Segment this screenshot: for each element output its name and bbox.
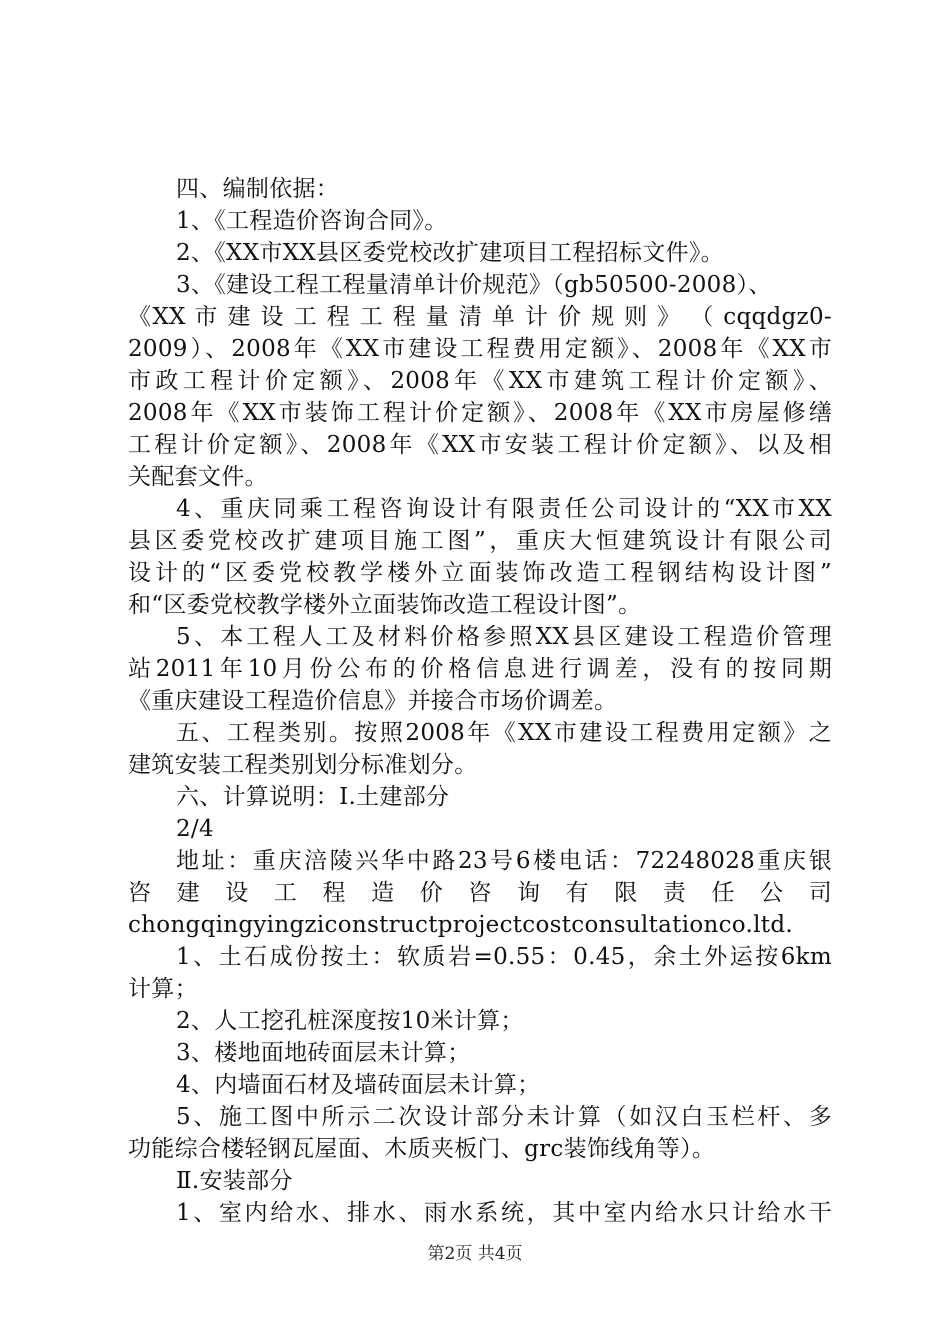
civil-item-1-line-2: 计算； <box>128 976 198 1002</box>
installation-item-1: 1、室内给水、排水、雨水系统，其中室内给水只计给水干 <box>176 1200 832 1226</box>
page-footer: 第2页 共4页 <box>427 1244 523 1264</box>
basis-item-3-line-6: 工程计价定额》、2008年《XX市安装工程计价定额》、以及相 <box>128 432 832 458</box>
section-heading-calculation: 六、计算说明：Ⅰ.土建部分 <box>176 784 450 810</box>
section-heading-installation: Ⅱ.安装部分 <box>176 1168 293 1194</box>
section-heading-category-line-1: 五、工程类别。按照2008年《XX市建设工程费用定额》之 <box>176 720 832 746</box>
basis-item-2: 2、《XX市XX县区委党校改扩建项目工程招标文件》。 <box>176 240 724 266</box>
document-body <box>128 173 832 1229</box>
civil-item-1-line-1: 1、土石成份按土：软质岩=0.55：0.45，余土外运按6km <box>176 944 832 970</box>
section-heading-category-line-2: 建筑安装工程类别划分标准划分。 <box>128 752 478 778</box>
basis-item-3-line-1: 3、《建设工程工程量清单计价规范》（gb50500-2008）、 <box>176 272 772 298</box>
basis-item-3-line-5: 2008年《XX市装饰工程计价定额》、2008年《XX市房屋修缮 <box>128 400 832 426</box>
basis-item-4-line-4: 和“区委党校教学楼外立面装饰改造工程设计图”。 <box>128 592 642 618</box>
basis-item-5-line-2: 站2011年10月份公布的价格信息进行调差，没有的按同期 <box>128 656 832 682</box>
company-english-name: chongqingyingziconstructprojectcostconsultationco.ltd. <box>128 912 793 938</box>
page-fraction: 2/4 <box>176 816 214 842</box>
basis-item-3-line-3: 2009）、2008年《XX市建设工程费用定额》、2008年《XX市 <box>128 336 832 362</box>
company-name-line: 咨 建 设 工 程 造 价 咨 询 有 限 责 任 公 司 <box>128 880 832 906</box>
civil-item-5-line-1: 5、施工图中所示二次设计部分未计算（如汉白玉栏杆、多 <box>176 1104 832 1130</box>
civil-item-5-line-2: 功能综合楼轻钢瓦屋面、木质夹板门、grc装饰线角等）。 <box>128 1136 716 1162</box>
civil-item-4: 4、内墙面石材及墙砖面层未计算； <box>176 1072 541 1098</box>
basis-item-4-line-2: 县区委党校改扩建项目施工图”，重庆大恒建筑设计有限公司 <box>128 528 832 554</box>
basis-item-1: 1、《工程造价咨询合同》。 <box>176 208 448 234</box>
basis-item-3-line-4: 市政工程计价定额》、2008年《XX市建筑工程计价定额》、 <box>128 368 832 394</box>
civil-item-2: 2、人工挖孔桩深度按10米计算； <box>176 1008 524 1034</box>
basis-item-3-line-2: 《XX 市 建 设 工 程 工 程 量 清 单 计 价 规 则 》 （ cqqdgz0- <box>128 304 832 330</box>
company-address-line: 地址：重庆涪陵兴华中路23号6楼电话：72248028重庆银 <box>176 848 832 874</box>
basis-item-3-line-7: 关配套文件。 <box>128 464 268 490</box>
basis-item-4-line-3: 设计的“区委党校教学楼外立面装饰改造工程钢结构设计图” <box>128 560 832 586</box>
basis-item-5-line-3: 《重庆建设工程造价信息》并接合市场价调差。 <box>128 688 618 714</box>
basis-item-5-line-1: 5、本工程人工及材料价格参照XX县区建设工程造价管理 <box>176 624 832 650</box>
basis-item-4-line-1: 4、重庆同乘工程咨询设计有限责任公司设计的“XX市XX <box>176 496 832 522</box>
section-heading-basis: 四、编制依据： <box>176 176 340 202</box>
civil-item-3: 3、楼地面地砖面层未计算； <box>176 1040 471 1066</box>
